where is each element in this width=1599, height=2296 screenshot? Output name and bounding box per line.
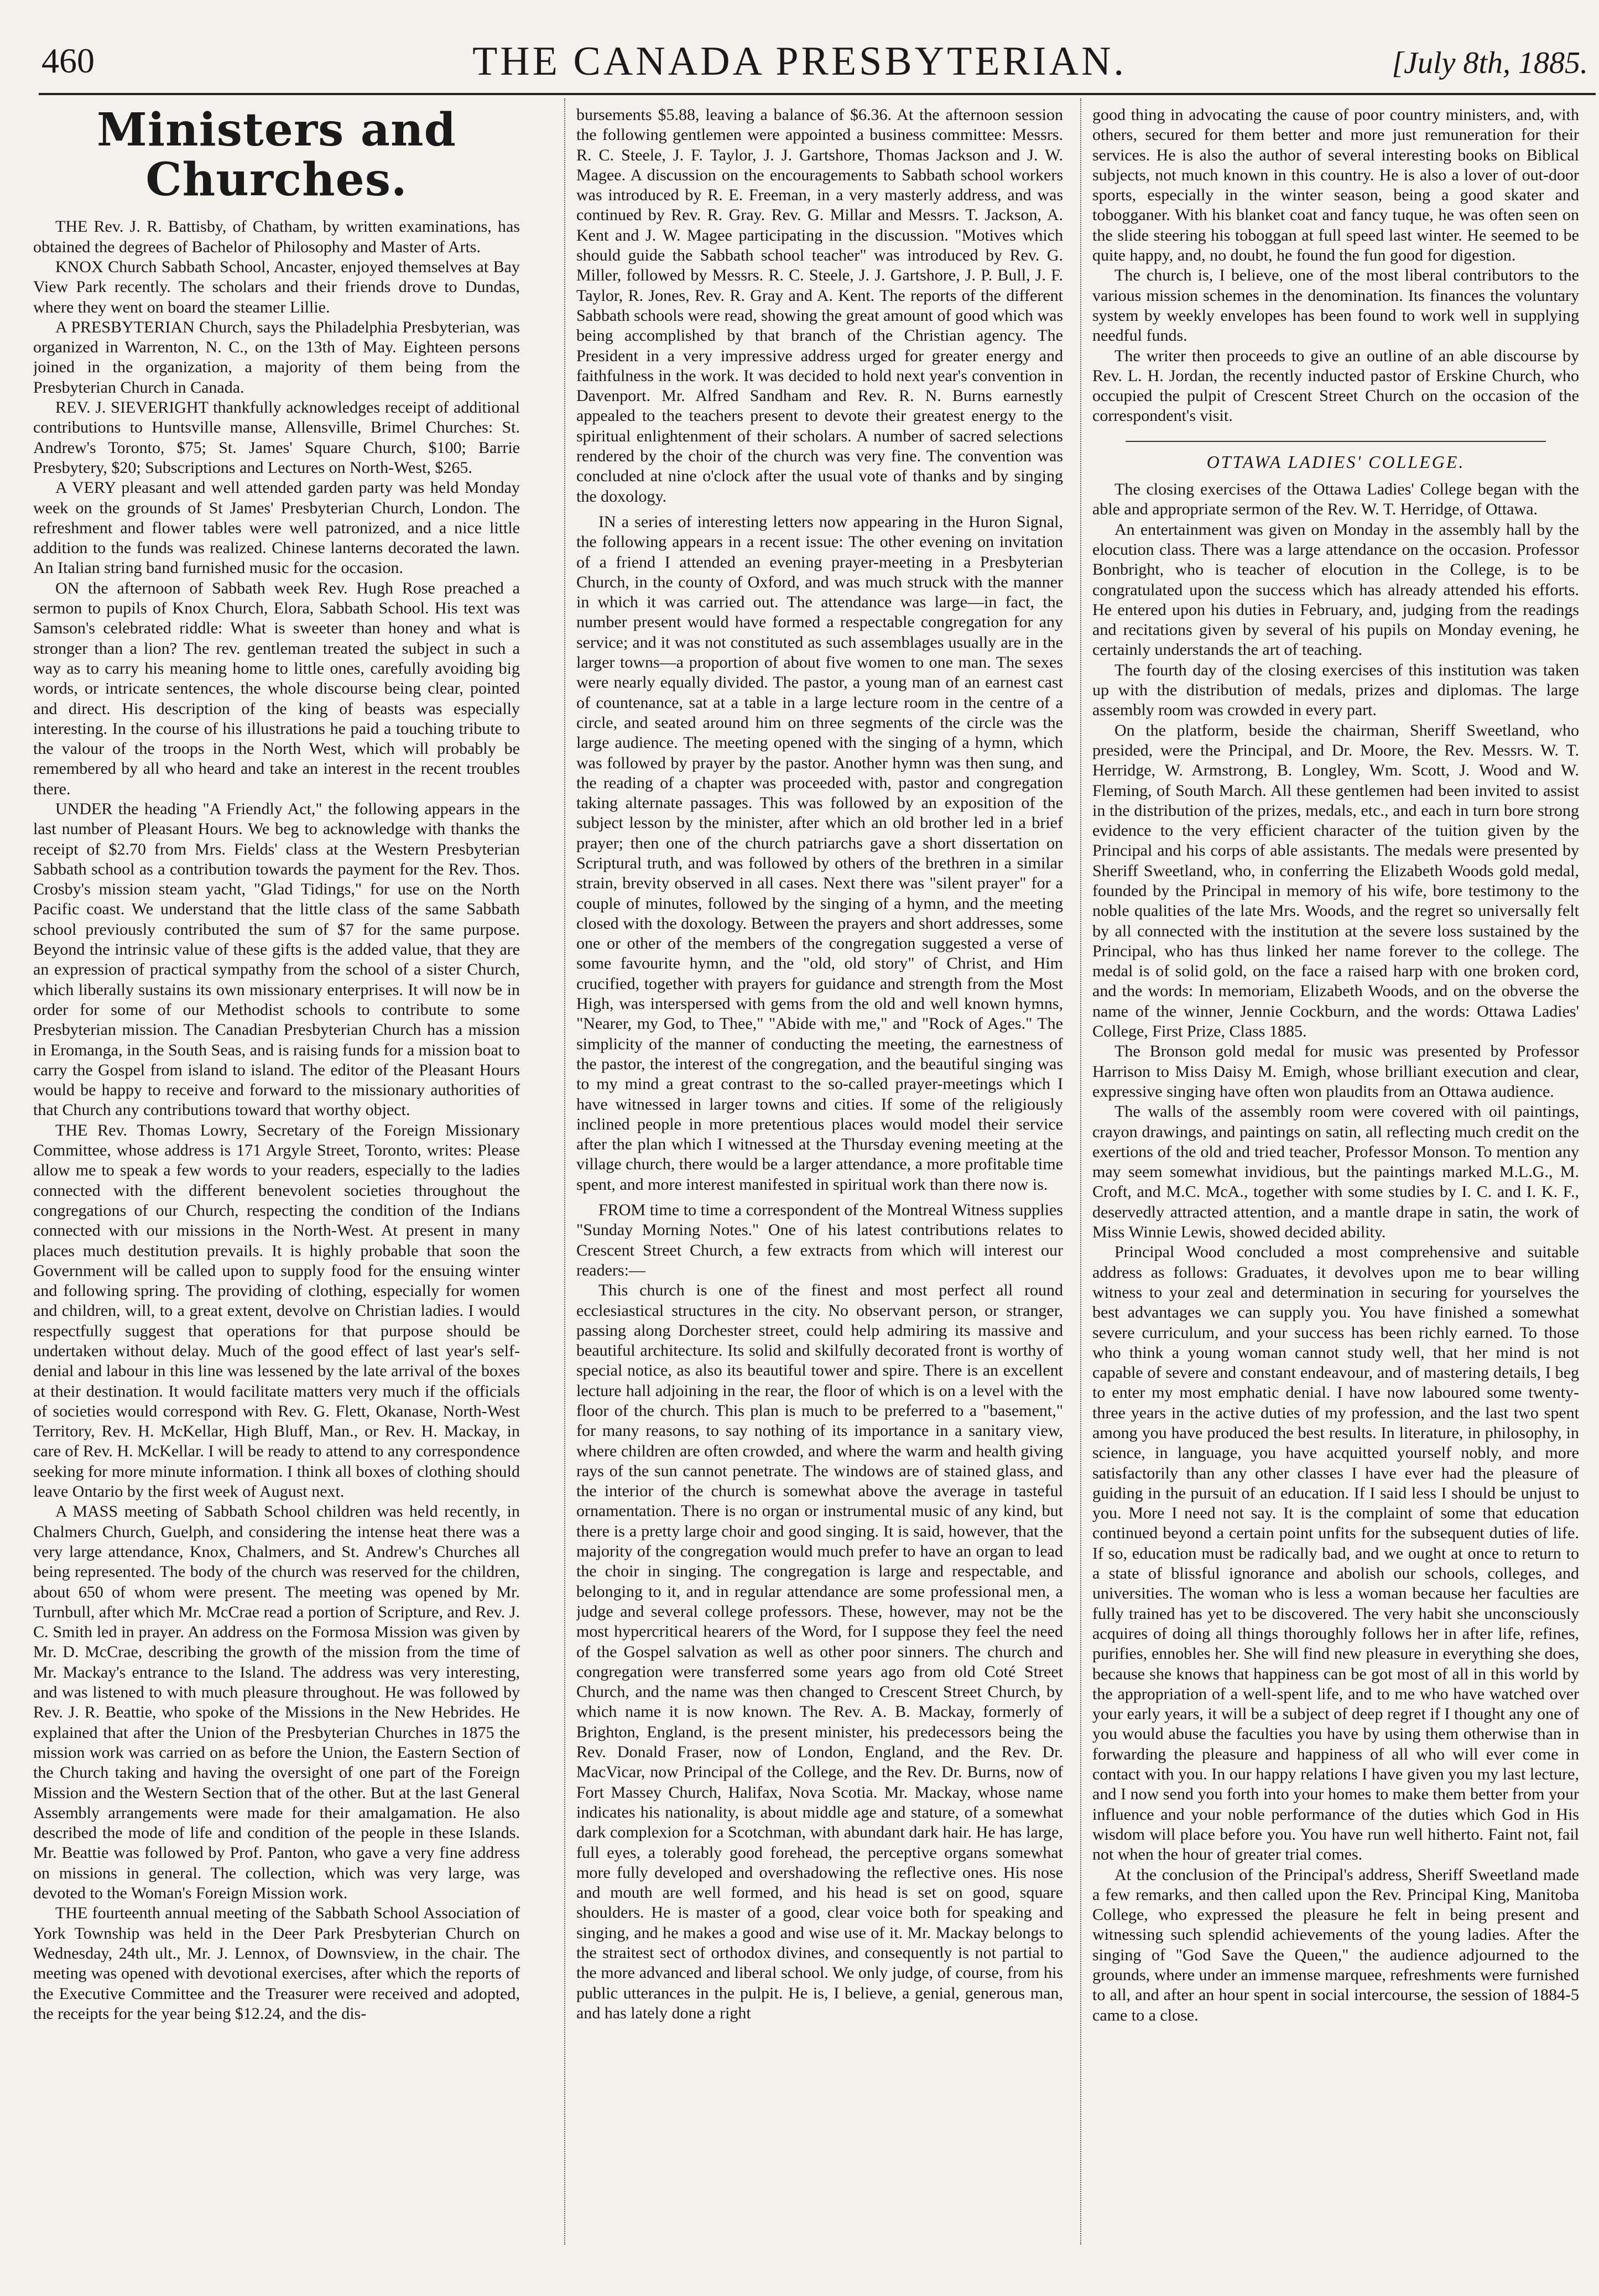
- article-paragraph: The church is, I believe, one of the most liberal contributors to the various mission schemes in the denomination. Its finances the voluntary system by weekly envelopes has been found to work well in supplying needful funds.: [1092, 266, 1579, 345]
- article-paragraph: IN a series of interesting letters now appearing in the Huron Signal, the following appears in a recent issue: The other evening on invitation of a friend I attended an evening prayer-meeting in a Presbyterian Church, in the county of Oxford, and was much struck with the manner in which it was carried out. The attendance was large—in fact, the number present would have formed a respectable congregation for any service; and it was not constituted as such assemblages usually are in the larger towns—a proportion of about five women to one man. The sexes were nearly equally divided. The pastor, a young man of an earnest cast of countenance, sat at a table in a large lecture room in the centre of a circle, and seated around him on three segments of the circle was the large audience. The meeting opened with the singing of a hymn, which was followed by prayer by the pastor. Another hymn was then sung, and the reading of a chapter was proceeded with, pastor and congregation taking alternate passages. This was followed by an exposition of the subject lesson by the minister, after which an old brother led in a brief prayer; then one of the church patriarchs gave a short dissertation on Scriptural truth, and was followed by others of the brethren in a similar strain, brevity observed in all cases. Next there was "silent prayer" for a couple of minutes, followed by the singing of a hymn, and the meeting closed with the doxology. Between the prayers and short addresses, some one or other of the members of the congregation suggested a verse of some favourite hymn, and the "old, old story" of Christ, and Him crucified, together with prayers for guidance and strength from the Most High, was interspersed with gems from the old and well known hymns, "Nearer, my God, to Thee," "Abide with me," and "Rock of Ages." The simplicity of the manner of conducting the meeting, the earnestness of the pastor, the interest of the congregation, and the beautiful singing was to my mind a great contrast to the so-called prayer-meetings which I have witnessed in larger towns and cities. If some of the religiously inclined people in more pretentious places would model their service after the plan which I witnessed at the Thursday evening meeting at the village church, there would be a larger attendance, a more profitable time spent, and more interest manifested in spiritual work than there now is.: [576, 512, 1063, 1194]
- page-number: 460: [41, 41, 95, 80]
- article-paragraph: bursements $5.88, leaving a balance of $6.36. At the afternoon session the following gentlemen were appointed a business committee: Messrs. R. C. Steele, J. F. Taylor, J. J. Gartshore, Thomas Jackson and J. W. Magee. A discussion on the encouragements to Sabbath school workers was introduced by R. E. Freeman, in a very masterly address, and was continued by Rev. R. Gray. Rev. G. Millar and Messrs. T. Jackson, A. Kent and J. W. Magee participating in the discussion. "Motives which should guide the Sabbath school teacher" was introduced by Rev. G. Miller, followed by Messrs. R. C. Steele, J. J. Gartshore, J. P. Bull, J. F. Taylor, R. Jones, Rev. R. Gray and A. Kent. The reports of the different Sabbath schools were read, showing the great amount of good which was being accomplished by that branch of the Christian agency. The President in a very impressive address urged for greater energy and faithfulness in the work. It was decided to hold next year's convention in Davenport. Mr. Alfred Sandham and Rev. R. N. Burns earnestly appealed to the teachers present to devote their greatest energy to the spiritual enlightenment of their scholars. A number of sacred selections rendered by the choir of the church was very fine. The convention was concluded at nine o'clock after the usual vote of thanks and by singing the doxology.: [576, 106, 1063, 506]
- masthead-title: THE CANADA PRESBYTERIAN.: [472, 39, 1127, 84]
- article-paragraph: THE Rev. Thomas Lowry, Secretary of the Foreign Missionary Committee, whose address is 171 Argyle Street, Toronto, writes: Please allow me to speak a few words to your readers, especially to the ladies connected with the different benevolent societies throughout the congregations of our Church, respecting the condition of the Indians connected with our missions in the North-West. At present in many places much destitution prevails. It is highly probable that soon the Government will be called upon to supply food for the ensuing winter and following spring. The providing of clothing, especially for women and children, will, to a great extent, devolve on Christian ladies. I would respectfully suggest that operations for that purpose should be undertaken without delay. Much of the good effect of last year's self-denial and labour in this line was lessened by the late arrival of the boxes at their destination. It would facilitate matters very much if the officials of societies would correspond with Rev. G. Flett, Okanase, North-West Territory, Rev. H. McKellar, High Bluff, Man., or Rev. H. Mackay, in care of Rev. H. McKellar. I will be ready to attend to any correspondence seeking for more minute information. I think all boxes of clothing should leave Ontario by the first week of August next.: [33, 1121, 520, 1501]
- article-paragraph: The closing exercises of the Ottawa Ladies' College began with the able and appropriate sermon of the Rev. W. T. Herridge, of Ottawa.: [1092, 480, 1579, 519]
- article-paragraph: The fourth day of the closing exercises of this institution was taken up with the distribution of medals, prizes and diplomas. The large assembly room was crowded in every part.: [1092, 660, 1579, 720]
- column-divider: [564, 98, 565, 2245]
- article-paragraph: The walls of the assembly room were covered with oil paintings, crayon drawings, and paintings on satin, all reflecting much credit on the exertions of the old and tried teacher, Professor Monson. To mention any may seem somewhat invidious, but the paintings marked M.L.G., M. Croft, and M.C. McA., together with some studies by I. C. and I. K. F., deservedly attracted attention, and a mantle drape in satin, the work of Miss Winnie Lewis, showed decided ability.: [1092, 1102, 1579, 1242]
- article-paragraph: REV. J. SIEVERIGHT thankfully acknowledges receipt of additional contributions to Huntsville manse, Allensville, Brimel Churches: St. Andrew's Toronto, $75; St. James' Square Church, $100; Barrie Presbytery, $20; Subscriptions and Lectures on North-West, $265.: [33, 398, 520, 477]
- article-paragraph: This church is one of the finest and most perfect all round ecclesiastical structures in the city. No observant person, or stranger, passing along Dorchester street, could help admiring its massive and beautiful architecture. Its solid and skilfully decorated front is worthy of special notice, as also its beautiful tower and spire. There is an excellent lecture hall adjoining in the rear, the floor of which is on a level with the floor of the church. This plan is much to be preferred to a "basement," for many reasons, to say nothing of its importance in a sanitary view, where children are often crowded, and where the warm and health giving rays of the sun cannot penetrate. The windows are of stained glass, and the interior of the church is somewhat above the average in tasteful ornamentation. There is no organ or instrumental music of any kind, but there is a pretty large choir and good singing. It is said, however, that the majority of the congregation would much prefer to have an organ to lead the choir in singing. The congregation is large and respectable, and belonging to it, and in regular attendance are some professional men, a judge and several college professors. These, however, may not be the most hypercritical hearers of the Word, for I suppose they feel the need of the Gospel salvation as well as other poor sinners. The church and congregation were transferred some years ago from old Coté Street Church, and the name was then changed to Crescent Street Church, by which name it is now known. The Rev. A. B. Mackay, formerly of Brighton, England, is the present minister, his predecessors being the Rev. Donald Fraser, now of London, England, and the Rev. Dr. MacVicar, now Principal of the College, and the Rev. Dr. Burns, now of Fort Massey Church, Halifax, Nova Scotia. Mr. Mackay, whose name indicates his nationality, is about middle age and stature, of a somewhat dark complexion for a Scotchman, with abundant dark hair. He has large, full eyes, a tolerably good forehead, the perceptive organs somewhat more fully developed and overshadowing the reflective ones. His nose and mouth are well formed, and his head is set on good, square shoulders. He is master of a good, clear voice both for speaking and singing, and he makes a good and wise use of it. Mr. Mackay belongs to the straitest sect of orthodox divines, and consequently is not partial to the more advanced and liberal school. We only judge, of course, from his public utterances in the pulpit. He is, I believe, a genial, generous man, and has lately done a right: [576, 1281, 1063, 2022]
- article-paragraph: ON the afternoon of Sabbath week Rev. Hugh Rose preached a sermon to pupils of Knox Church, Elora, Sabbath School. His text was Samson's celebrated riddle: What is sweeter than honey and what is stronger than a lion? The rev. gentleman treated the subject in such a way as to carry his meaning home to little ones, carefully avoiding big words, or intricate sentences, the whole discourse being clear, pointed and direct. His description of the king of beasts was especially interesting. In the course of his illustrations he paid a touching tribute to the valour of the troops in the North West, which will probably be remembered by all who heard and take an interest in the recent troubles there.: [33, 579, 520, 798]
- section-rule: [1126, 441, 1546, 442]
- column-divider: [1080, 98, 1081, 2245]
- article-paragraph: On the platform, beside the chairman, Sheriff Sweetland, who presided, were the Principal, and Dr. Moore, the Rev. Messrs. W. T. Herridge, W. Armstrong, B. Longley, Wm. Scott, J. Wood and W. Fleming, of South March. All these gentlemen had been invited to assist in the distribution of the prizes, medals, etc., and each in turn bore strong evidence to the very efficient character of the tuition given by the Principal and his corps of able assistants. The medals were presented by Sheriff Sweetland, who, in conferring the Elizabeth Woods gold medal, founded by the Principal in memory of his wife, bore testimony to the noble qualities of the late Mrs. Woods, and the regret so universally felt by all connected with the institution at the severe loss sustained by the Principal, who has thus linked her name forever to the college. The medal is of solid gold, on the face a raised harp with one broken cord, and the words: In memoriam, Elizabeth Woods, and on the obverse the name of the winner, Jennie Cockburn, and the words: Ottawa Ladies' College, First Prize, Class 1885.: [1092, 721, 1579, 1041]
- section-heading: Ministers and Churches.: [97, 105, 456, 207]
- article-paragraph: A VERY pleasant and well attended garden party was held Monday week on the grounds of St James' Presbyterian Church, London. The refreshment and flower tables were well patronized, and a nice little addition to the funds was realized. Chinese lanterns decorated the lawn. An Italian string band furnished music for the occasion.: [33, 478, 520, 577]
- article-paragraph: good thing in advocating the cause of poor country ministers, and, with others, secured for them better and more just remuneration for their services. He is also the author of several interesting books on Biblical subjects, not much known in this country. He is also a lover of out-door sports, especially in the winter season, being a good skater and tobogganer. With his blanket coat and fancy tuque, he was often seen on the slide steering his toboggan at full speed last winter. He seemed to be quite happy, and, no doubt, he found the fun good for digestion.: [1092, 106, 1579, 265]
- article-paragraph: A MASS meeting of Sabbath School children was held recently, in Chalmers Church, Guelph, and considering the intense heat there was a very large attendance, Knox, Chalmers, and St. Andrew's Churches all being represented. The body of the church was reserved for the children, about 650 of whom were present. The meeting was opened by Mr. Turnbull, after which Mr. McCrae read a portion of Scripture, and Rev. J. C. Smith led in prayer. An address on the Formosa Mission was given by Mr. D. McCrae, describing the growth of the mission from the time of Mr. Mackay's entrance to the Island. The address was very interesting, and was listened to with much pleasure throughout. He was followed by Rev. J. R. Beattie, who spoke of the Missions in the New Hebrides. He explained that after the Union of the Presbyterian Churches in 1875 the mission work was carried on as before the Union, the Eastern Section of the Church taking and having the oversight of one part of the Foreign Mission and the Western Section that of the other. But at the last General Assembly arrangements were made for their amalgamation. He also described the mode of life and condition of the people in these Islands. Mr. Beattie was followed by Prof. Panton, who gave a very fine address on missions in general. The collection, which was very large, was devoted to the Woman's Foreign Mission work.: [33, 1502, 520, 1903]
- article-paragraph: An entertainment was given on Monday in the assembly hall by the elocution class. There was a large attendance on the occasion. Professor Bonbright, who is teacher of elocution in the College, is to be congratulated upon the success which has already attended his efforts. He entered upon his duties in February, and, judging from the readings and recitations given by several of his pupils on Monday evening, he certainly understands the art of teaching.: [1092, 520, 1579, 659]
- column-3: [1092, 105, 1579, 2284]
- article-paragraph: The Bronson gold medal for music was presented by Professor Harrison to Miss Daisy M. Emigh, whose brilliant execution and clear, expressive singing have often won plaudits from an Ottawa audience.: [1092, 1042, 1579, 1101]
- column-2: [576, 105, 1063, 2284]
- article-paragraph: THE Rev. J. R. Battisby, of Chatham, by written examinations, has obtained the degrees of Bachelor of Philosophy and Master of Arts.: [33, 217, 520, 256]
- article-paragraph: UNDER the heading "A Friendly Act," the following appears in the last number of Pleasant Hours. We beg to acknowledge with thanks the receipt of $2.70 from Mrs. Fields' class at the Western Presbyterian Sabbath school as a contribution towards the payment for the Rev. Thos. Crosby's mission steam yacht, "Glad Tidings," for use on the North Pacific coast. We understand that the little class of the same Sabbath school previously contributed the sum of $7 for the same purpose. Beyond the intrinsic value of these gifts is the added value, that they are an expression of practical sympathy from the school of a sister Church, which liberally sustains its own missionary enterprises. It will now be in order for some of our Methodist schools to contribute to some Presbyterian mission. The Canadian Presbyterian Church has a mission in Eromanga, in the South Seas, and is raising funds for a mission boat to carry the Gospel from island to island. The editor of the Pleasant Hours would be happy to receive and forward to the missionary authorities of that Church any contributions toward that worthy object.: [33, 799, 520, 1120]
- article-paragraph: A PRESBYTERIAN Church, says the Philadelphia Presbyterian, was organized in Warrenton, N. C., on the 13th of May. Eighteen persons joined in the organization, a majority of them being from the Presbyterian Church in Canada.: [33, 317, 520, 397]
- column-1: [33, 105, 520, 2284]
- article-paragraph: At the conclusion of the Principal's address, Sheriff Sweetland made a few remarks, and then called upon the Rev. Principal King, Manitoba College, who expressed the pleasure he felt in being present and witnessing such splendid achievements of the young ladies. After the singing of "God Save the Queen," the audience adjourned to the grounds, where under an immense marquee, refreshments were furnished to all, and after an hour spent in social intercourse, the session of 1884-5 came to a close.: [1092, 1865, 1579, 2024]
- article-paragraph: FROM time to time a correspondent of the Montreal Witness supplies "Sunday Morning Notes." One of his latest contributions relates to Crescent Street Church, a few extracts from which will interest our readers:—: [576, 1201, 1063, 1279]
- article-paragraph: KNOX Church Sabbath School, Ancaster, enjoyed themselves at Bay View Park recently. The scholars and their friends drove to Dundas, where they went on board the steamer Lillie.: [33, 257, 520, 316]
- article-paragraph: THE fourteenth annual meeting of the Sabbath School Association of York Township was held in the Deer Park Presbyterian Church on Wednesday, 24th ult., Mr. J. Lennox, of Downsview, in the chair. The meeting was opened with devotional exercises, after which the reports of the Executive Committee and the Treasurer were received and adopted, the receipts for the year being $12.24, and the dis-: [33, 1904, 520, 2023]
- article-paragraph: Principal Wood concluded a most comprehensive and suitable address as follows: Graduates, it devolves upon me to bear willing witness to your zeal and determination in securing for yourselves the best advantages we can supply you. You have finished a somewhat severe curriculum, and your success has been richly earned. To those who think a young woman cannot study well, that her mind is not capable of severe and constant endeavour, and of mastering details, I beg to enter my most emphatic denial. I have now laboured some twenty-three years in the active duties of my profession, and the last two spent among you have produced the best results. In literature, in philosophy, in science, in language, you have acquitted yourself nobly, and more satisfactorily than any other classes I have ever had the pleasure of guiding in the pursuit of an education. If I said less I should be unjust to you. More I need not say. It is the complaint of some that education continued beyond a certain point unfits for the subsequent duties of life. If so, education must be radically bad, and we ought at once to return to a state of blissful ignorance and abolish our schools, colleges, and universities. The woman who is less a woman because her faculties are fully trained has yet to be discovered. The very habit she unconsciously acquires of doing all things thoroughly follows her in after life, refines, purifies, ennobles her. She will find new pleasure in everything she does, because she knows that happiness can be got most of all in this world by the appropriation of a well-spent life, and to me who have watched over your early years, it will be a subject of deep regret if I thought any one of you would abuse the faculties you have by using them otherwise than in forwarding the pleasure and happiness of all who will ever come in contact with you. In our happy relations I have given you my last lecture, and I now send you forth into your homes to make them better from your influence and your noble performance of the duties which God in His wisdom will place before you. You have run well hitherto. Faint not, fail not when the hour of greater trial comes.: [1092, 1243, 1579, 1864]
- article-heading: OTTAWA LADIES' COLLEGE.: [1206, 451, 1465, 472]
- header-rule: [39, 93, 1596, 95]
- issue-date: [July 8th, 1885.: [1392, 46, 1588, 80]
- article-paragraph: The writer then proceeds to give an outline of an able discourse by Rev. L. H. Jordan, the recently inducted pastor of Erskine Church, who occupied the pulpit of Crescent Street Church on the occasion of the correspondent's visit.: [1092, 346, 1579, 425]
